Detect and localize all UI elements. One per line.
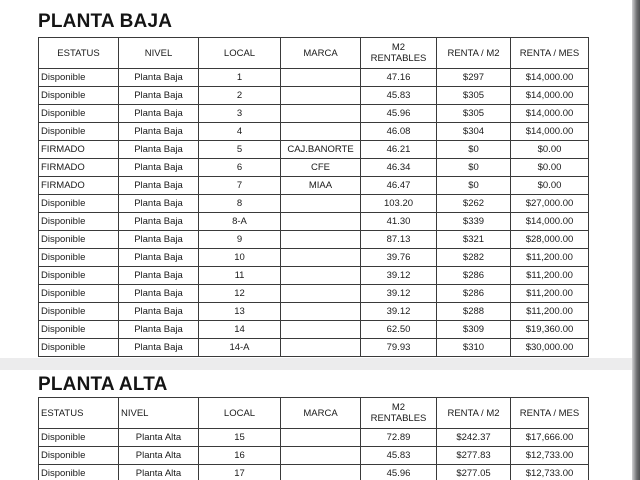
cell-renta-mes: $0.00 xyxy=(511,177,589,195)
cell-estatus: FIRMADO xyxy=(39,141,119,159)
cell-m2-rentables: 46.21 xyxy=(361,141,437,159)
cell-nivel: Planta Alta xyxy=(119,465,199,480)
cell-renta-mes: $11,200.00 xyxy=(511,285,589,303)
window-edge xyxy=(632,0,640,480)
header-local: LOCAL xyxy=(199,38,281,69)
cell-renta-mes: $11,200.00 xyxy=(511,267,589,285)
cell-nivel: Planta Alta xyxy=(119,447,199,465)
cell-nivel: Planta Baja xyxy=(119,159,199,177)
cell-marca: CFE xyxy=(281,159,361,177)
header-nivel: NIVEL xyxy=(119,38,199,69)
cell-local: 5 xyxy=(199,141,281,159)
header-local: LOCAL xyxy=(199,398,281,429)
cell-m2-rentables: 103.20 xyxy=(361,195,437,213)
cell-nivel: Planta Baja xyxy=(119,231,199,249)
cell-nivel: Planta Alta xyxy=(119,429,199,447)
cell-renta-mes: $17,666.00 xyxy=(511,429,589,447)
table-row xyxy=(39,159,589,177)
table-row xyxy=(39,429,589,447)
cell-marca xyxy=(281,339,361,357)
header-renta-m2: RENTA / M2 xyxy=(437,38,511,69)
cell-renta-mes: $14,000.00 xyxy=(511,105,589,123)
cell-renta-m2: $286 xyxy=(437,267,511,285)
cell-marca xyxy=(281,321,361,339)
cell-nivel: Planta Baja xyxy=(119,339,199,357)
cell-local: 12 xyxy=(199,285,281,303)
header-nivel: NIVEL xyxy=(119,398,199,429)
table-header xyxy=(39,398,589,429)
cell-nivel: Planta Baja xyxy=(119,285,199,303)
cell-renta-m2: $305 xyxy=(437,105,511,123)
cell-m2-rentables: 45.96 xyxy=(361,465,437,480)
cell-m2-rentables: 46.47 xyxy=(361,177,437,195)
cell-local: 8 xyxy=(199,195,281,213)
cell-marca xyxy=(281,123,361,141)
header-m2-rentables xyxy=(361,398,437,429)
table-row xyxy=(39,69,589,87)
table-header xyxy=(39,38,589,69)
cell-estatus: Disponible xyxy=(39,213,119,231)
cell-local: 2 xyxy=(199,87,281,105)
cell-m2-rentables: 79.93 xyxy=(361,339,437,357)
cell-marca xyxy=(281,105,361,123)
cell-local: 1 xyxy=(199,69,281,87)
header-estatus: ESTATUS xyxy=(39,398,119,429)
cell-marca xyxy=(281,195,361,213)
cell-local: 16 xyxy=(199,447,281,465)
table-row xyxy=(39,87,589,105)
cell-local: 10 xyxy=(199,249,281,267)
table-row xyxy=(39,105,589,123)
cell-renta-m2: $321 xyxy=(437,231,511,249)
cell-m2-rentables: 62.50 xyxy=(361,321,437,339)
header-renta-m2: RENTA / M2 xyxy=(437,398,511,429)
cell-marca xyxy=(281,303,361,321)
cell-estatus: FIRMADO xyxy=(39,159,119,177)
table-row xyxy=(39,303,589,321)
cell-local: 11 xyxy=(199,267,281,285)
planta-alta-sheet xyxy=(0,370,632,480)
cell-m2-rentables: 45.83 xyxy=(361,447,437,465)
cell-renta-m2: $297 xyxy=(437,69,511,87)
planta-alta-table xyxy=(38,397,589,480)
cell-renta-mes: $11,200.00 xyxy=(511,303,589,321)
cell-renta-m2: $277.83 xyxy=(437,447,511,465)
cell-estatus: Disponible xyxy=(39,123,119,141)
cell-renta-m2: $304 xyxy=(437,123,511,141)
table-row xyxy=(39,177,589,195)
cell-nivel: Planta Baja xyxy=(119,321,199,339)
section-title-planta-alta: PLANTA ALTA xyxy=(38,374,168,395)
cell-renta-m2: $242.37 xyxy=(437,429,511,447)
cell-estatus: Disponible xyxy=(39,321,119,339)
cell-renta-mes: $27,000.00 xyxy=(511,195,589,213)
section-title-planta-baja: PLANTA BAJA xyxy=(38,11,173,32)
header-m2-line2: RENTABLES xyxy=(370,413,427,424)
cell-estatus: Disponible xyxy=(39,285,119,303)
cell-local: 14 xyxy=(199,321,281,339)
cell-nivel: Planta Baja xyxy=(119,303,199,321)
planta-alta-rows xyxy=(39,429,589,480)
cell-marca xyxy=(281,69,361,87)
cell-estatus: Disponible xyxy=(39,465,119,480)
cell-marca xyxy=(281,213,361,231)
cell-renta-m2: $310 xyxy=(437,339,511,357)
cell-renta-m2: $0 xyxy=(437,141,511,159)
cell-local: 4 xyxy=(199,123,281,141)
header-renta-mes: RENTA / MES xyxy=(511,398,589,429)
cell-renta-mes: $0.00 xyxy=(511,141,589,159)
planta-baja-table xyxy=(38,37,589,357)
cell-local: 15 xyxy=(199,429,281,447)
cell-renta-m2: $305 xyxy=(437,87,511,105)
cell-renta-m2: $0 xyxy=(437,177,511,195)
cell-m2-rentables: 46.08 xyxy=(361,123,437,141)
header-m2-line1: M2 xyxy=(391,42,406,53)
cell-nivel: Planta Baja xyxy=(119,249,199,267)
cell-estatus: Disponible xyxy=(39,105,119,123)
table-row xyxy=(39,141,589,159)
cell-nivel: Planta Baja xyxy=(119,213,199,231)
table-row xyxy=(39,339,589,357)
cell-local: 8-A xyxy=(199,213,281,231)
header-row xyxy=(39,398,589,429)
cell-local: 6 xyxy=(199,159,281,177)
cell-renta-mes: $30,000.00 xyxy=(511,339,589,357)
cell-renta-mes: $14,000.00 xyxy=(511,123,589,141)
cell-estatus: Disponible xyxy=(39,339,119,357)
cell-m2-rentables: 46.34 xyxy=(361,159,437,177)
cell-nivel: Planta Baja xyxy=(119,87,199,105)
cell-renta-mes: $14,000.00 xyxy=(511,69,589,87)
cell-marca xyxy=(281,465,361,480)
cell-renta-m2: $282 xyxy=(437,249,511,267)
cell-nivel: Planta Baja xyxy=(119,177,199,195)
header-m2-rentables xyxy=(361,38,437,69)
cell-nivel: Planta Baja xyxy=(119,195,199,213)
cell-m2-rentables: 39.76 xyxy=(361,249,437,267)
cell-nivel: Planta Baja xyxy=(119,105,199,123)
cell-m2-rentables: 72.89 xyxy=(361,429,437,447)
cell-estatus: FIRMADO xyxy=(39,177,119,195)
table-row xyxy=(39,267,589,285)
cell-estatus: Disponible xyxy=(39,429,119,447)
cell-estatus: Disponible xyxy=(39,267,119,285)
cell-marca: MIAA xyxy=(281,177,361,195)
cell-local: 17 xyxy=(199,465,281,480)
table-row xyxy=(39,321,589,339)
cell-marca xyxy=(281,429,361,447)
cell-renta-m2: $309 xyxy=(437,321,511,339)
header-renta-mes: RENTA / MES xyxy=(511,38,589,69)
cell-renta-m2: $262 xyxy=(437,195,511,213)
cell-renta-m2: $0 xyxy=(437,159,511,177)
header-row xyxy=(39,38,589,69)
cell-nivel: Planta Baja xyxy=(119,123,199,141)
table-row xyxy=(39,231,589,249)
cell-renta-m2: $288 xyxy=(437,303,511,321)
cell-marca xyxy=(281,447,361,465)
planta-baja-rows xyxy=(39,69,589,357)
cell-renta-mes: $28,000.00 xyxy=(511,231,589,249)
table-row xyxy=(39,465,589,480)
cell-estatus: Disponible xyxy=(39,447,119,465)
cell-estatus: Disponible xyxy=(39,303,119,321)
table-row xyxy=(39,195,589,213)
cell-estatus: Disponible xyxy=(39,195,119,213)
cell-renta-mes: $14,000.00 xyxy=(511,87,589,105)
header-estatus: ESTATUS xyxy=(39,38,119,69)
table-row xyxy=(39,285,589,303)
cell-renta-mes: $12,733.00 xyxy=(511,465,589,480)
cell-renta-mes: $12,733.00 xyxy=(511,447,589,465)
cell-renta-m2: $339 xyxy=(437,213,511,231)
cell-m2-rentables: 47.16 xyxy=(361,69,437,87)
header-m2-line1: M2 xyxy=(391,402,406,413)
table-row xyxy=(39,249,589,267)
cell-marca xyxy=(281,231,361,249)
cell-m2-rentables: 45.83 xyxy=(361,87,437,105)
table-row xyxy=(39,447,589,465)
cell-estatus: Disponible xyxy=(39,231,119,249)
cell-renta-mes: $11,200.00 xyxy=(511,249,589,267)
cell-marca: CAJ.BANORTE xyxy=(281,141,361,159)
cell-marca xyxy=(281,87,361,105)
cell-nivel: Planta Baja xyxy=(119,69,199,87)
cell-m2-rentables: 39.12 xyxy=(361,267,437,285)
cell-renta-m2: $286 xyxy=(437,285,511,303)
cell-estatus: Disponible xyxy=(39,87,119,105)
cell-local: 13 xyxy=(199,303,281,321)
cell-m2-rentables: 87.13 xyxy=(361,231,437,249)
header-marca: MARCA xyxy=(281,38,361,69)
cell-local: 3 xyxy=(199,105,281,123)
cell-renta-mes: $19,360.00 xyxy=(511,321,589,339)
cell-m2-rentables: 39.12 xyxy=(361,285,437,303)
cell-m2-rentables: 41.30 xyxy=(361,213,437,231)
cell-m2-rentables: 39.12 xyxy=(361,303,437,321)
cell-local: 14-A xyxy=(199,339,281,357)
cell-marca xyxy=(281,285,361,303)
header-marca: MARCA xyxy=(281,398,361,429)
cell-local: 7 xyxy=(199,177,281,195)
cell-renta-m2: $277.05 xyxy=(437,465,511,480)
cell-local: 9 xyxy=(199,231,281,249)
cell-estatus: Disponible xyxy=(39,249,119,267)
cell-renta-mes: $0.00 xyxy=(511,159,589,177)
table-row xyxy=(39,213,589,231)
table-row xyxy=(39,123,589,141)
header-m2-line2: RENTABLES xyxy=(370,53,427,64)
cell-estatus: Disponible xyxy=(39,69,119,87)
cell-renta-mes: $14,000.00 xyxy=(511,213,589,231)
cell-marca xyxy=(281,249,361,267)
cell-nivel: Planta Baja xyxy=(119,267,199,285)
cell-nivel: Planta Baja xyxy=(119,141,199,159)
cell-m2-rentables: 45.96 xyxy=(361,105,437,123)
cell-marca xyxy=(281,267,361,285)
